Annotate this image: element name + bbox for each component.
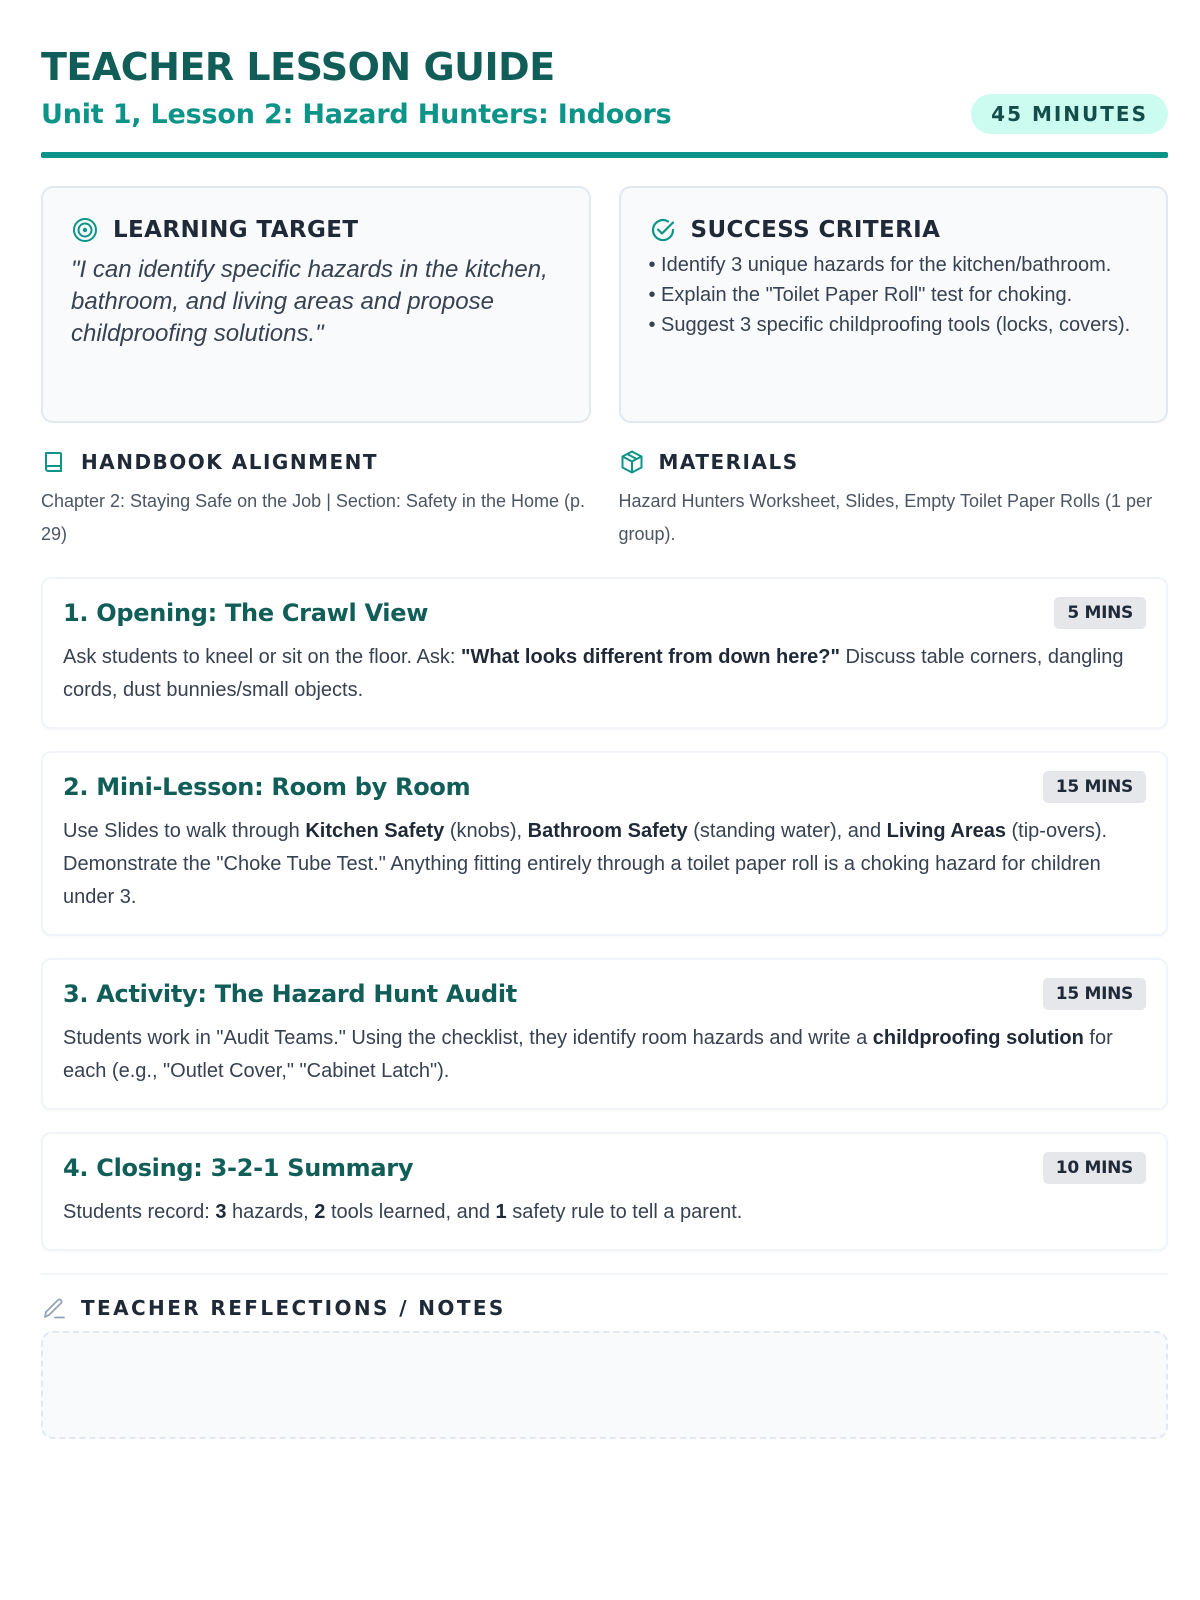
step-body-text: Ask students to kneel or sit on the floor. Ask: bbox=[63, 646, 461, 668]
notes-divider bbox=[41, 1273, 1168, 1275]
step-body bbox=[63, 641, 1146, 707]
success-criteria-header bbox=[649, 216, 1139, 244]
step-body-text: (tip-overs). Demonstrate the "Choke Tube Test." Anything fitting entirely through a toilet paper roll is a choking hazard for children under 3. bbox=[63, 820, 1108, 908]
step-body-emphasis: "What looks different from down here?" bbox=[461, 646, 840, 668]
step-body-emphasis: 3 bbox=[215, 1201, 227, 1223]
step-body bbox=[63, 1196, 1146, 1229]
book-icon bbox=[41, 449, 67, 475]
lesson-step bbox=[41, 958, 1168, 1110]
step-body-emphasis: Living Areas bbox=[886, 820, 1006, 842]
handbook-text: Chapter 2: Staying Safe on the Job | Section: Safety in the Home (p. 29) bbox=[41, 491, 585, 544]
target-icon bbox=[71, 216, 99, 244]
criteria-item: • Identify 3 unique hazards for the kitchen/bathroom. bbox=[648, 254, 1112, 276]
handbook-alignment bbox=[41, 449, 591, 551]
materials-text: Hazard Hunters Worksheet, Slides, Empty Toilet Paper Rolls (1 per group). bbox=[618, 491, 1153, 544]
materials-header bbox=[619, 449, 1169, 475]
step-header bbox=[63, 978, 1146, 1010]
step-title: 1. Opening: The Crawl View bbox=[63, 599, 429, 627]
materials bbox=[619, 449, 1169, 551]
success-criteria-card bbox=[619, 186, 1169, 423]
step-title: 2. Mini-Lesson: Room by Room bbox=[63, 773, 471, 801]
step-header bbox=[63, 597, 1146, 629]
criteria-item: • Suggest 3 specific childproofing tools (locks, covers). bbox=[648, 314, 1131, 336]
target-criteria-row bbox=[41, 186, 1168, 423]
title-divider bbox=[41, 152, 1168, 158]
notes-header bbox=[41, 1295, 1168, 1321]
step-body-text: Students record: bbox=[63, 1201, 216, 1223]
criteria-item: • Explain the "Toilet Paper Roll" test for choking. bbox=[648, 284, 1073, 306]
step-header bbox=[63, 1152, 1146, 1184]
check-circle-icon bbox=[649, 216, 677, 244]
step-title: 3. Activity: The Hazard Hunt Audit bbox=[63, 980, 517, 1008]
materials-title: MATERIALS bbox=[658, 450, 799, 474]
step-body-emphasis: 1 bbox=[495, 1201, 507, 1223]
step-header bbox=[63, 771, 1146, 803]
package-icon bbox=[619, 449, 645, 475]
step-body-text: (standing water), and bbox=[687, 820, 887, 842]
subtitle-row bbox=[41, 90, 1168, 138]
lesson-step bbox=[41, 1132, 1168, 1251]
step-body bbox=[63, 815, 1146, 914]
lesson-steps bbox=[41, 577, 1168, 1251]
lesson-step bbox=[41, 751, 1168, 936]
step-body-text: safety rule to tell a parent. bbox=[506, 1201, 743, 1223]
step-body-emphasis: 2 bbox=[314, 1201, 326, 1223]
step-body-text: hazards, bbox=[226, 1201, 315, 1223]
step-body-text: (knobs), bbox=[444, 820, 528, 842]
learning-target-title: LEARNING TARGET bbox=[113, 217, 359, 243]
step-body-emphasis: childproofing solution bbox=[872, 1027, 1084, 1049]
pencil-icon bbox=[41, 1295, 67, 1321]
learning-target-header bbox=[71, 216, 561, 244]
success-criteria-list bbox=[649, 252, 1139, 338]
lesson-guide-page bbox=[41, 44, 1168, 1439]
lesson-subtitle: Unit 1, Lesson 2: Hazard Hunters: Indoors bbox=[41, 98, 672, 130]
handbook-title: HANDBOOK ALIGNMENT bbox=[81, 450, 379, 474]
notes-area[interactable] bbox=[41, 1331, 1168, 1439]
step-body-text: Discuss table corners, dangling cords, dust bunnies/small objects. bbox=[63, 646, 1124, 701]
learning-target-card bbox=[41, 186, 591, 423]
step-body-text: for each (e.g., "Outlet Cover," "Cabinet Latch"). bbox=[63, 1027, 1113, 1082]
step-body-text: Students work in "Audit Teams." Using the checklist, they identify room hazards and write a bbox=[63, 1027, 873, 1049]
step-body-text: Use Slides to walk through bbox=[63, 820, 306, 842]
step-body-text: tools learned, and bbox=[325, 1201, 496, 1223]
step-time-badge: 5 MINS bbox=[1054, 597, 1146, 629]
page-title: TEACHER LESSON GUIDE bbox=[41, 45, 555, 89]
step-time-badge: 15 MINS bbox=[1043, 978, 1146, 1010]
success-criteria-title: SUCCESS CRITERIA bbox=[690, 217, 941, 243]
alignment-materials-row bbox=[41, 449, 1168, 551]
learning-target-text: "I can identify specific hazards in the kitchen, bathroom, and living areas and propose childproofing solutions." bbox=[71, 256, 548, 347]
lesson-step bbox=[41, 577, 1168, 729]
step-time-badge: 15 MINS bbox=[1043, 771, 1146, 803]
step-body-emphasis: Bathroom Safety bbox=[527, 820, 688, 842]
step-time-badge: 10 MINS bbox=[1043, 1152, 1146, 1184]
notes-title: TEACHER REFLECTIONS / NOTES bbox=[81, 1296, 506, 1320]
step-title: 4. Closing: 3-2-1 Summary bbox=[63, 1154, 414, 1182]
step-body-emphasis: Kitchen Safety bbox=[305, 820, 445, 842]
step-body bbox=[63, 1022, 1146, 1088]
duration-badge: 45 MINUTES bbox=[971, 94, 1168, 134]
handbook-header bbox=[41, 449, 591, 475]
